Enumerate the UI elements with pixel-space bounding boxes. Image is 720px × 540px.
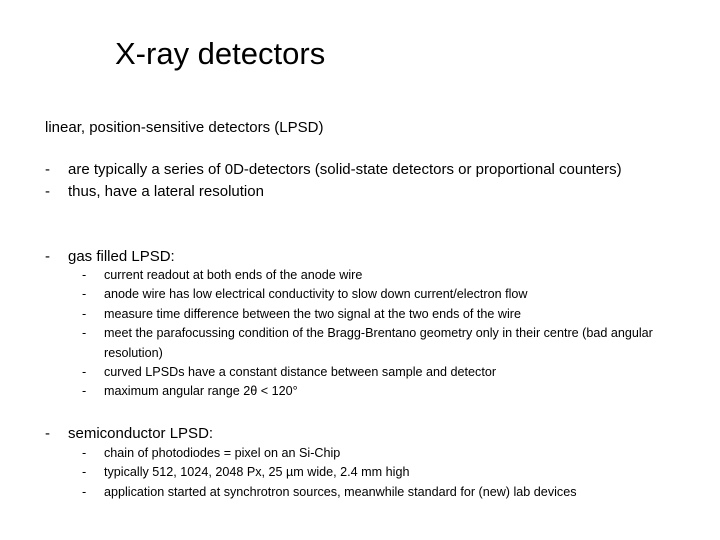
bullet-dash: - [82,446,87,460]
gas-lpsd-heading: gas filled LPSD: [68,248,175,265]
list-item [45,246,665,268]
bullet-dash: - [45,248,50,265]
bullet-text: current readout at both ends of the anode wire [104,268,363,282]
gas-heading-list [45,246,665,268]
gas-lpsd-list [82,266,682,402]
bullet-dash: - [82,365,87,380]
slide-title: X-ray detectors [115,36,326,71]
bullet-dash: - [82,384,87,399]
list-item [82,285,682,304]
bullet-text: typically 512, 1024, 2048 Px, 25 µm wide, 2.4 mm high [104,465,410,480]
list-item [82,483,682,502]
list-item [82,444,682,463]
bullet-text: measure time difference between the two signal at the two ends of the wire [104,306,521,321]
bullet-text: are typically a series of 0D-detectors (solid-state detectors or proportional counters) [68,161,622,178]
bullet-dash: - [45,182,50,200]
bullet-text: maximum angular range 2θ < 120° [104,384,298,399]
list-item [45,159,665,181]
list-item [82,305,682,324]
semiconductor-lpsd-list [82,444,682,502]
list-item [82,266,682,285]
bullet-text: anode wire has low electrical conductivity to slow down current/electron flow [104,287,528,302]
slide-subtitle: linear, position-sensitive detectors (LPSD) [45,119,324,136]
bullet-text: curved LPSDs have a constant distance between sample and detector [104,365,497,380]
semiconductor-lpsd-heading: semiconductor LPSD: [68,425,214,442]
bullet-dash: - [82,484,87,499]
bullet-dash: - [45,161,50,178]
list-item [45,181,665,203]
bullet-dash: - [82,287,87,302]
bullet-dash: - [82,465,87,480]
bullet-dash: - [82,268,87,282]
intro-bullet-list [45,159,665,202]
list-item [82,324,682,363]
list-item [82,382,682,401]
list-item [82,463,682,482]
semi-heading-list [45,423,665,445]
bullet-text: application started at synchrotron sources, meanwhile standard for (new) lab devices [104,484,577,499]
bullet-dash: - [45,425,50,442]
list-item [82,363,682,382]
bullet-text: thus, have a lateral resolution [68,182,264,200]
bullet-dash: - [82,306,87,321]
list-item [45,423,665,445]
bullet-dash: - [82,326,87,341]
bullet-text: meet the parafocussing condition of the Bragg-Brentano geometry only in their centre (bad angular resolution) [104,326,653,360]
bullet-text: chain of photodiodes = pixel on an Si-Chip [104,446,341,460]
